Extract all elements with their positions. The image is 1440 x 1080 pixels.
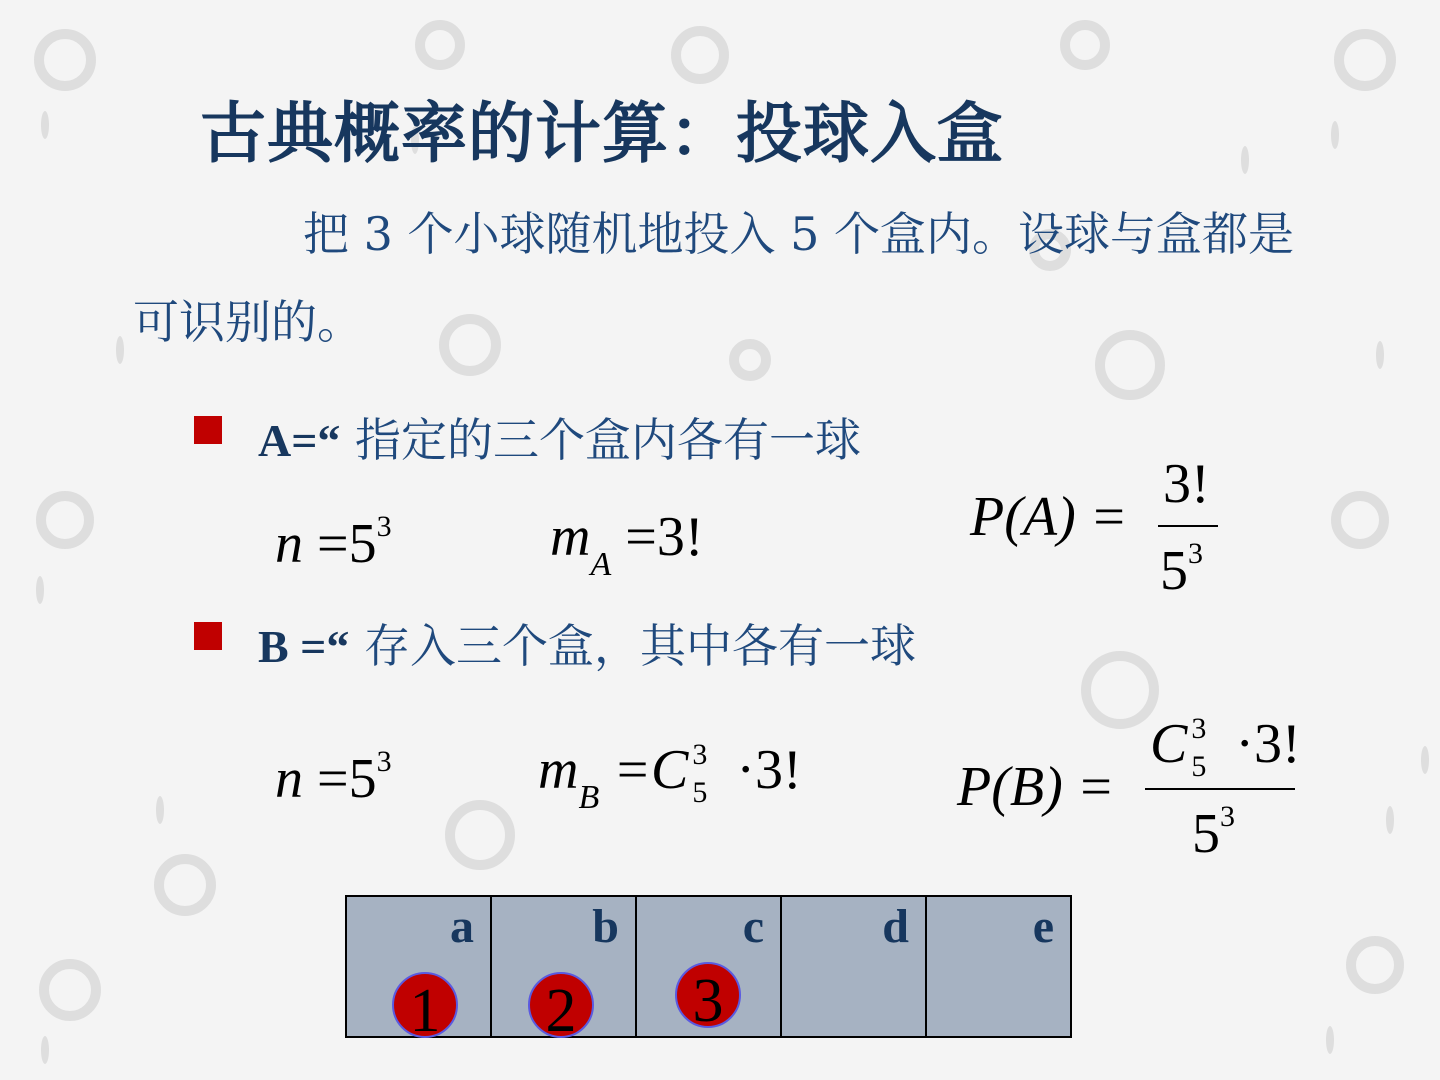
formula-b-m: $m_B =C$ 3 5 ·3! xyxy=(538,738,802,816)
bullet-b-text: 存入三个盒，其中各有一球 xyxy=(349,619,917,673)
ball-3: 3 xyxy=(675,962,741,1028)
box-label: b xyxy=(592,900,619,953)
bullet-b xyxy=(194,610,916,676)
box-label: d xyxy=(882,900,909,953)
box-label: a xyxy=(450,900,474,953)
intro-paragraph: 把 3 个小球随机地投入 5 个盒内。设球与盒都是可识别的。 xyxy=(133,207,1295,349)
formula-b-n: $n =5^3$ xyxy=(275,745,392,810)
ball-1: 1 xyxy=(392,972,458,1038)
bullet-marker-icon xyxy=(194,416,222,444)
bullet-a xyxy=(194,404,861,470)
formula-b-fraction-bar xyxy=(1145,788,1295,790)
formula-a-p-denominator: $5^3$ xyxy=(1160,537,1203,602)
formula-a-fraction-bar xyxy=(1158,525,1218,527)
slide-title: 古典概率的计算：投球入盒 xyxy=(200,95,1004,172)
box-label: c xyxy=(742,900,764,953)
box-e xyxy=(925,895,1072,1038)
bullet-a-lead: A=“ xyxy=(258,415,341,466)
formula-a-p-numerator: 3! xyxy=(1163,453,1210,515)
formula-b-p-denominator: $5^3$ xyxy=(1192,800,1235,865)
formula-a-p-lhs: P(A) = xyxy=(970,486,1128,548)
formula-b-p-numerator: C 3 5 ·3! xyxy=(1150,712,1301,783)
formula-a-n: $n =5^3$ xyxy=(275,510,392,575)
box-d xyxy=(780,895,925,1038)
ball-2: 2 xyxy=(528,972,594,1038)
bullet-marker-icon xyxy=(194,622,222,650)
formula-a-m: $m_A =3$! xyxy=(550,506,704,583)
formula-b-p-lhs: P(B) = xyxy=(957,756,1115,818)
bullet-b-lead: B =“ xyxy=(258,621,350,672)
bullet-a-text: 指定的三个盒内各有一球 xyxy=(340,413,862,467)
box-label: e xyxy=(1032,900,1054,953)
